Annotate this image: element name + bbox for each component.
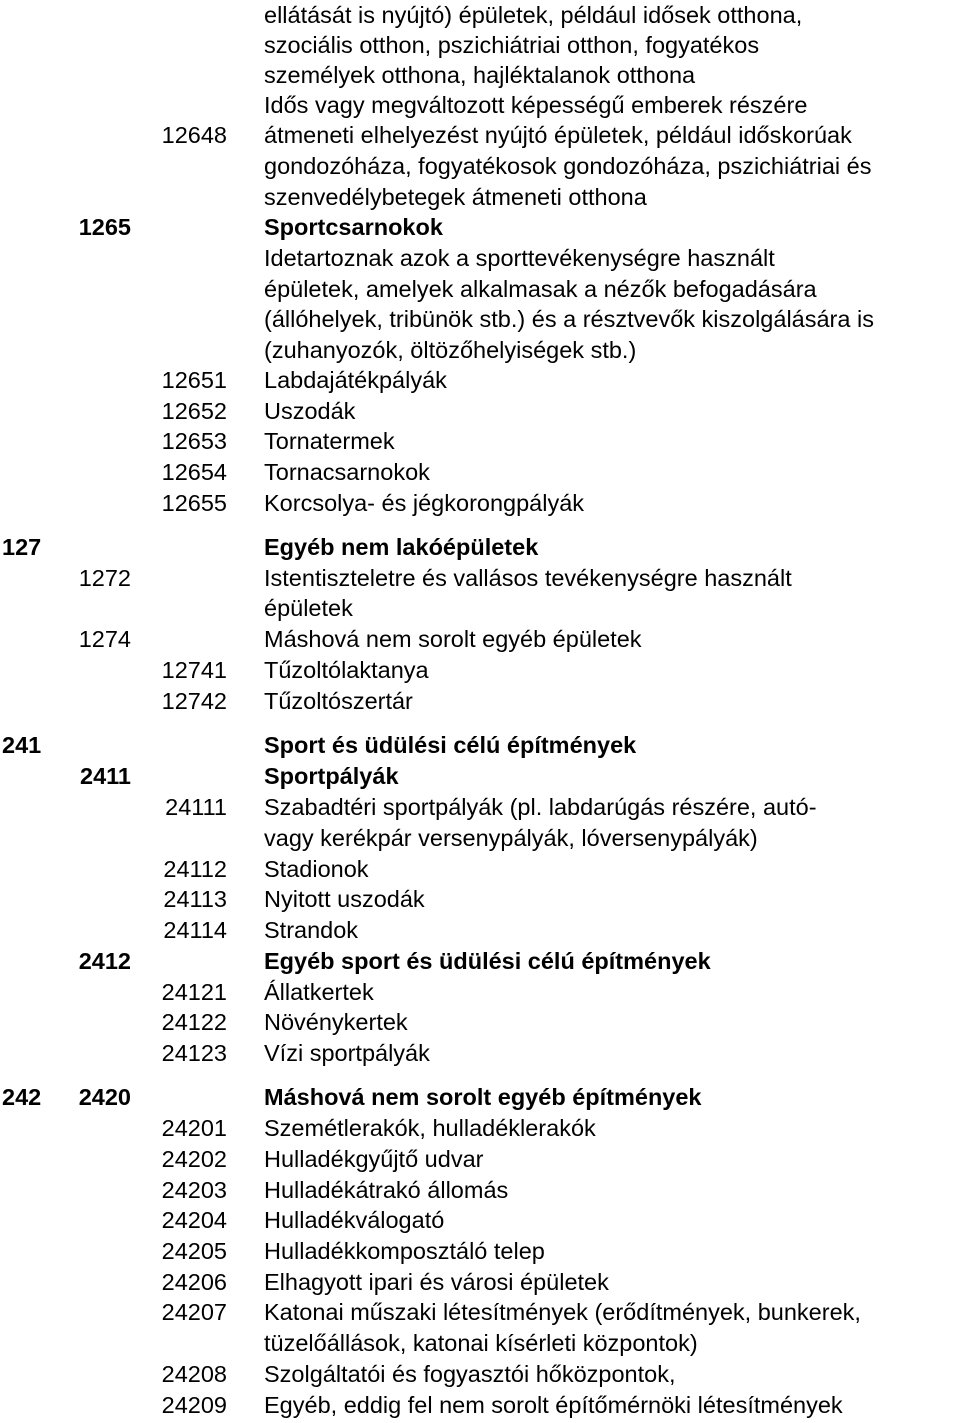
row-description: Stadionok <box>264 856 369 882</box>
code-level-5: 12654 <box>161 459 227 485</box>
classification-row <box>0 0 960 31</box>
classification-row <box>0 686 960 717</box>
code-level-5: 24111 <box>165 794 227 820</box>
code-level-3: 241 <box>2 732 42 758</box>
code-level-5: 24207 <box>161 1299 227 1325</box>
classification-row <box>0 457 960 488</box>
row-description: Máshová nem sorolt egyéb építmények <box>264 1084 702 1110</box>
classification-row <box>0 1359 960 1390</box>
classification-row <box>0 304 960 335</box>
classification-row <box>0 1007 960 1038</box>
code-level-4: 1265 <box>78 214 131 240</box>
row-description: Szolgáltatói és fogyasztói hőközpontok, <box>264 1361 676 1387</box>
classification-row <box>0 30 960 61</box>
row-description: szenvedélybetegek átmeneti otthona <box>264 184 647 210</box>
code-level-5: 24112 <box>163 856 227 882</box>
code-level-5: 12648 <box>161 122 227 148</box>
row-description: (állóhelyek, tribünök stb.) és a résztvevők kiszolgálására is <box>264 306 874 332</box>
code-level-5: 12651 <box>161 367 227 393</box>
classification-row <box>0 182 960 213</box>
code-level-5: 24208 <box>161 1361 227 1387</box>
classification-row <box>0 151 960 182</box>
row-description: szociális otthon, pszichiátriai otthon, fogyatékos <box>264 32 760 58</box>
classification-row <box>0 365 960 396</box>
classification-row <box>0 396 960 427</box>
row-description: Sport és üdülési célú építmények <box>264 732 637 758</box>
row-description: vagy kerékpár versenypályák, lóversenypályák) <box>264 825 758 851</box>
code-level-5: 24206 <box>161 1269 227 1295</box>
code-level-5: 24123 <box>161 1040 227 1066</box>
row-description: átmeneti elhelyezést nyújtó épületek, például időskorúak <box>264 122 852 148</box>
classification-row <box>0 1175 960 1206</box>
row-description: Tűzoltószertár <box>264 688 413 714</box>
row-description: Vízi sportpályák <box>264 1040 430 1066</box>
row-description: Tűzoltólaktanya <box>264 657 429 683</box>
classification-row <box>0 730 960 761</box>
row-description: Egyéb nem lakóépületek <box>264 534 539 560</box>
classification-row <box>0 1297 960 1328</box>
row-description: (zuhanyozók, öltözőhelyiségek stb.) <box>264 337 637 363</box>
code-level-5: 12741 <box>161 657 227 683</box>
code-level-5: 12655 <box>161 490 227 516</box>
code-level-5: 24205 <box>161 1238 227 1264</box>
classification-row <box>0 946 960 977</box>
classification-row <box>0 212 960 243</box>
row-description: Strandok <box>264 917 359 943</box>
classification-row <box>0 977 960 1008</box>
code-level-5: 24113 <box>163 886 227 912</box>
row-description: Egyéb sport és üdülési célú építmények <box>264 948 711 974</box>
row-description: Hulladékkomposztáló telep <box>264 1238 545 1264</box>
code-level-5: 24202 <box>161 1146 227 1172</box>
row-description: Uszodák <box>264 398 356 424</box>
row-description: Labdajátékpályák <box>264 367 447 393</box>
row-description: Idős vagy megváltozott képességű emberek részére <box>264 92 808 118</box>
row-description: Tornatermek <box>264 428 395 454</box>
row-description: Istentiszteletre és vallásos tevékenységre használt <box>264 565 792 591</box>
code-level-5: 24201 <box>161 1115 227 1141</box>
classification-row <box>0 1328 960 1359</box>
classification-row <box>0 488 960 519</box>
code-level-4: 2411 <box>80 763 131 789</box>
classification-row <box>0 532 960 563</box>
row-description: Hulladékválogató <box>264 1207 445 1233</box>
classification-row <box>0 624 960 655</box>
code-level-5: 12652 <box>161 398 227 424</box>
classification-row <box>0 884 960 915</box>
row-description: Elhagyott ipari és városi épületek <box>264 1269 609 1295</box>
row-description: épületek, amelyek alkalmasak a nézők befogadására <box>264 276 817 302</box>
code-level-4: 2420 <box>78 1084 131 1110</box>
row-description: épületek <box>264 595 353 621</box>
row-description: Katonai műszaki létesítmények (erődítmények, bunkerek, <box>264 1299 861 1325</box>
classification-row <box>0 792 960 823</box>
classification-row <box>0 655 960 686</box>
code-level-5: 12653 <box>161 428 227 454</box>
row-description: gondozóháza, fogyatékosok gondozóháza, pszichiátriai és <box>264 153 872 179</box>
classification-row <box>0 335 960 366</box>
row-description: Állatkertek <box>264 979 374 1005</box>
row-description: Korcsolya- és jégkorongpályák <box>264 490 585 516</box>
code-level-5: 24122 <box>161 1009 227 1035</box>
row-description: Idetartoznak azok a sporttevékenységre használt <box>264 245 775 271</box>
classification-row <box>0 761 960 792</box>
row-description: tüzelőállások, katonai kísérleti központok) <box>264 1330 698 1356</box>
classification-row <box>0 1144 960 1175</box>
classification-row <box>0 1267 960 1298</box>
classification-row <box>0 120 960 151</box>
classification-row <box>0 593 960 624</box>
code-level-4: 1274 <box>78 626 131 652</box>
classification-row <box>0 243 960 274</box>
code-level-5: 24121 <box>161 979 227 1005</box>
classification-row <box>0 1390 960 1421</box>
row-description: Egyéb, eddig fel nem sorolt építőmérnöki létesítmények <box>264 1392 843 1418</box>
classification-row <box>0 60 960 91</box>
code-level-5: 24209 <box>161 1392 227 1418</box>
code-level-4: 2412 <box>78 948 131 974</box>
classification-row <box>0 426 960 457</box>
row-description: Szabadtéri sportpályák (pl. labdarúgás részére, autó- <box>264 794 817 820</box>
row-description: Sportcsarnokok <box>264 214 443 240</box>
row-description: Máshová nem sorolt egyéb épületek <box>264 626 642 652</box>
code-level-5: 12742 <box>161 688 227 714</box>
code-level-5: 24204 <box>161 1207 227 1233</box>
classification-row <box>0 823 960 854</box>
row-description: ellátását is nyújtó) épületek, például idősek otthona, <box>264 2 803 28</box>
classification-row <box>0 1113 960 1144</box>
classification-row <box>0 915 960 946</box>
row-description: Nyitott uszodák <box>264 886 425 912</box>
row-description: Hulladékgyűjtő udvar <box>264 1146 484 1172</box>
row-description: Növénykertek <box>264 1009 408 1035</box>
row-description: Tornacsarnokok <box>264 459 430 485</box>
row-description: Szemétlerakók, hulladéklerakók <box>264 1115 596 1141</box>
row-description: személyek otthona, hajléktalanok otthona <box>264 62 696 88</box>
classification-row <box>0 90 960 121</box>
classification-row <box>0 563 960 594</box>
classification-row <box>0 1205 960 1236</box>
classification-row <box>0 274 960 305</box>
code-level-5: 24203 <box>161 1177 227 1203</box>
code-level-3: 242 <box>2 1084 42 1110</box>
classification-row <box>0 1082 960 1113</box>
code-level-3: 127 <box>2 534 42 560</box>
code-level-5: 24114 <box>163 917 227 943</box>
code-level-4: 1272 <box>78 565 131 591</box>
classification-row <box>0 1038 960 1069</box>
classification-row <box>0 1236 960 1267</box>
row-description: Hulladékátrakó állomás <box>264 1177 509 1203</box>
row-description: Sportpályák <box>264 763 399 789</box>
classification-row <box>0 854 960 885</box>
